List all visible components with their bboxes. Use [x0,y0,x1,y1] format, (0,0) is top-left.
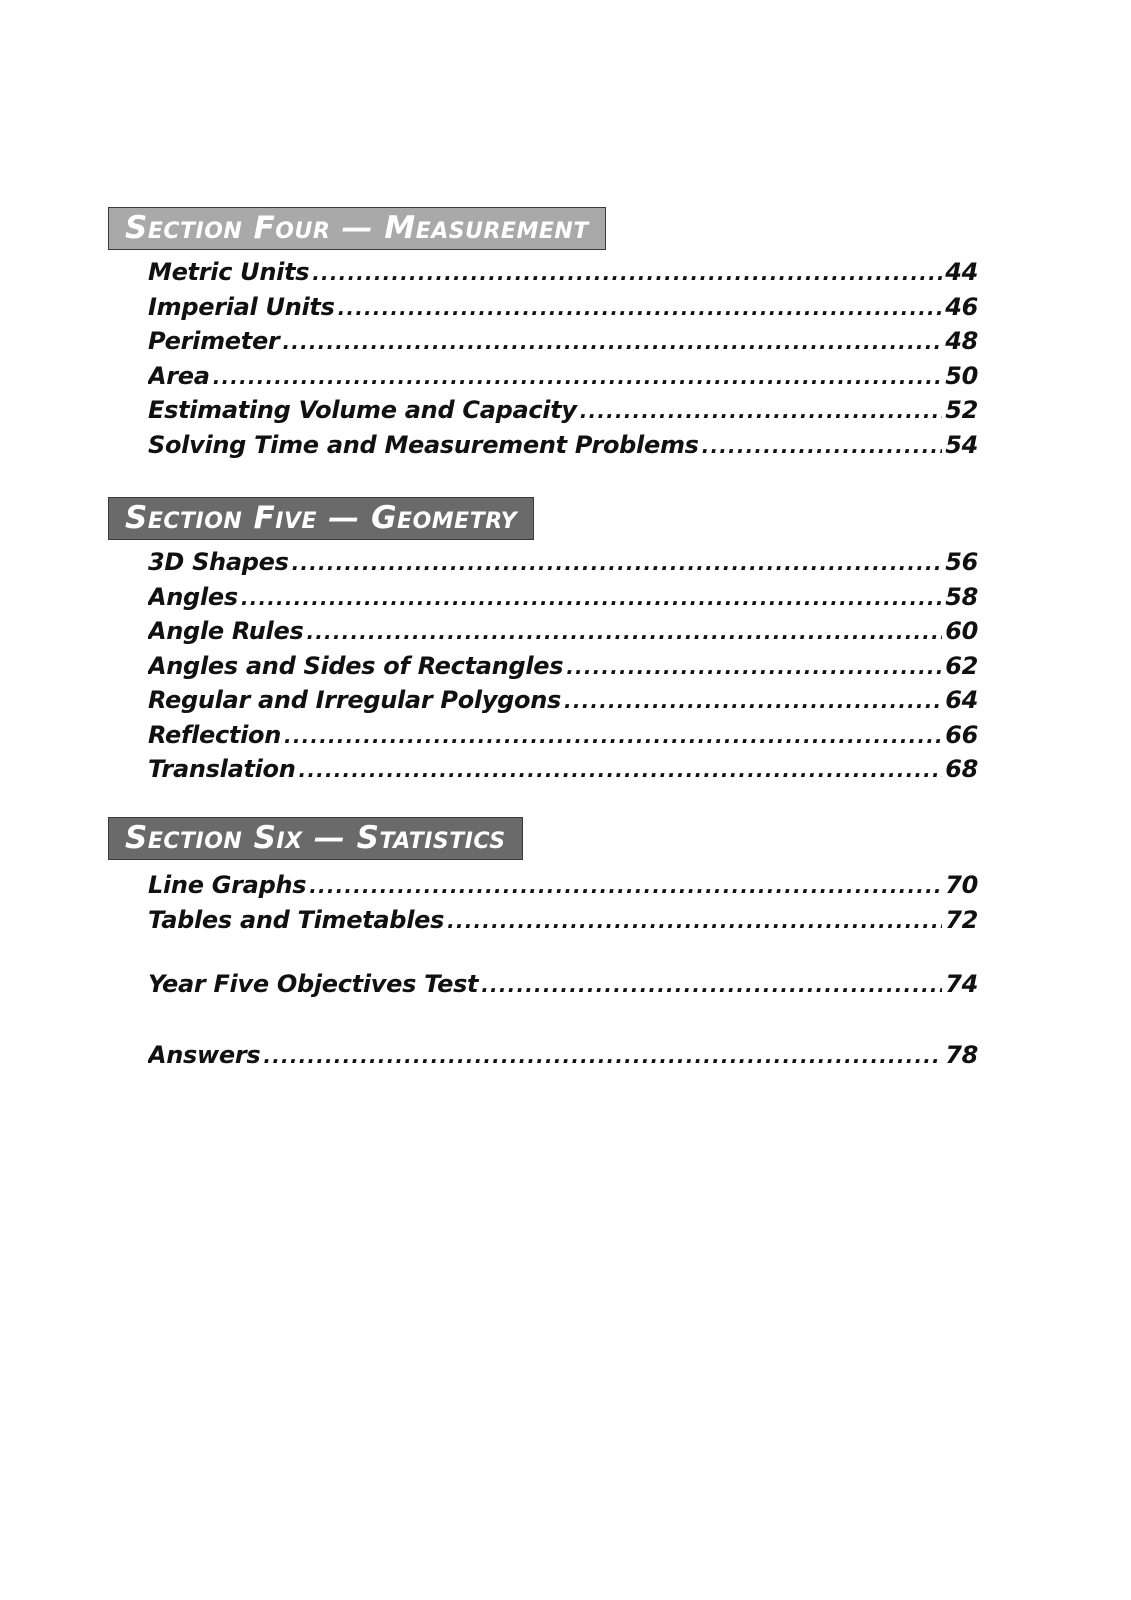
section-four [108,207,978,465]
dot-leader [481,973,942,997]
entry-title: Answers [148,1041,261,1069]
dot-leader [312,261,942,285]
entry-title: Translation [148,755,296,783]
entry-list [148,871,978,940]
dot-leader [213,365,943,389]
entry-page: 50 [945,361,978,390]
toc-entry[interactable] [148,721,978,756]
toc-entry[interactable] [148,548,978,583]
entry-page: 68 [945,755,978,783]
entry-title: Metric Units [148,258,310,286]
toc-entry[interactable] [148,327,978,362]
entry-page: 66 [945,720,978,749]
toc-entry[interactable] [148,871,978,906]
entry-list [148,548,978,790]
entry-page: 44 [945,258,978,286]
entry-title: 3D Shapes [148,548,289,576]
dot-leader [702,434,943,458]
entry-title: Angle Rules [148,617,304,645]
section-header: Section Four — Measurement [108,207,606,250]
toc-entry[interactable] [148,258,978,293]
toc-entry[interactable] [148,293,978,328]
section-header: Section Five — Geometry [108,497,534,540]
entry-title: Regular and Irregular Polygons [148,686,562,714]
entry-page: 48 [945,327,978,355]
toc-entry[interactable] [148,1041,978,1076]
dot-leader [241,586,942,610]
dot-leader [309,874,942,898]
entry-page: 46 [945,292,978,321]
toc-entry[interactable] [148,396,978,431]
entry-title: Solving Time and Measurement Problems [148,430,699,459]
entry-list [148,258,978,465]
entry-page: 52 [945,396,978,424]
entry-title: Estimating Volume and Capacity [148,396,577,424]
dot-leader [284,724,942,748]
dot-leader [580,399,942,423]
toc-entry[interactable] [148,970,978,1005]
dot-leader [338,296,943,320]
entry-title: Perimeter [148,327,280,355]
entry-title: Imperial Units [148,292,335,321]
entry-page: 78 [945,1041,978,1069]
section-five [108,497,978,790]
entry-title: Angles [148,582,238,611]
entry-title: Year Five Objectives Test [148,970,479,998]
entry-title: Angles and Sides of Rectangles [148,651,564,680]
entry-page: 70 [945,871,978,899]
entry-title: Line Graphs [148,871,307,899]
toc-entry[interactable] [148,652,978,687]
toc-entry[interactable] [148,431,978,466]
dot-leader [292,551,943,575]
dot-leader [282,330,942,354]
dot-leader [447,909,942,933]
objectives-test-entry-wrap [148,970,978,1005]
dot-leader [299,758,943,782]
entry-page: 60 [945,617,978,645]
dot-leader [566,655,942,679]
entry-page: 58 [945,582,978,611]
section-six [108,817,978,940]
section-header: Section Six — Statistics [108,817,523,860]
toc-entry[interactable] [148,583,978,618]
entry-title: Area [148,361,210,390]
toc-entry[interactable] [148,686,978,721]
toc-entry[interactable] [148,362,978,397]
entry-title: Reflection [148,720,282,749]
entry-page: 62 [945,651,978,680]
entry-page: 74 [945,970,978,998]
answers-entry-wrap [148,1041,978,1076]
toc-entry[interactable] [148,755,978,790]
toc-entry[interactable] [148,617,978,652]
toc-entry[interactable] [148,906,978,941]
dot-leader [263,1044,942,1068]
entry-page: 64 [945,686,978,714]
entry-page: 54 [945,430,978,459]
entry-page: 56 [945,548,978,576]
dot-leader [564,689,942,713]
entry-page: 72 [945,905,978,934]
dot-leader [306,620,942,644]
entry-title: Tables and Timetables [148,905,445,934]
